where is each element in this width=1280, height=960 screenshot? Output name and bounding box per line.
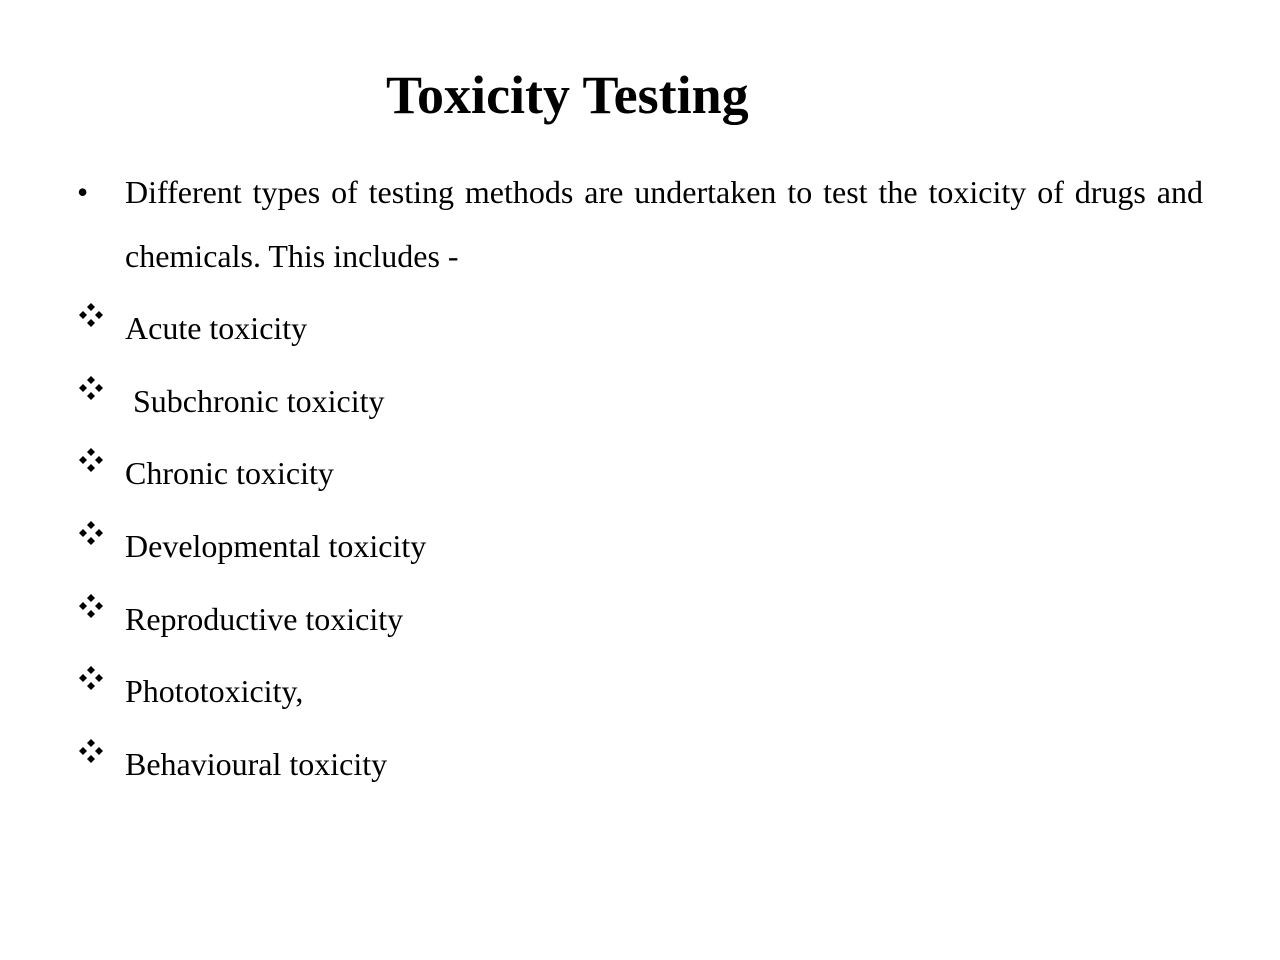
list-item [77,587,1203,660]
list-item [77,296,1203,369]
diamond-bullet-icon [77,592,109,624]
list-item-label: Behavioural toxicity [125,746,388,783]
list-item [77,732,1203,805]
list-item-label: Developmental toxicity [125,528,427,565]
list-item-label: Phototoxicity, [125,673,304,710]
diamond-bullet-icon [77,664,109,696]
diamond-bullet-icon [77,374,109,406]
list-item-label: Acute toxicity [125,310,308,346]
list-item-label: Reproductive toxicity [125,600,404,637]
diamond-bullet-icon [77,446,109,478]
list-item [77,514,1203,587]
intro-text: Different types of testing methods are undertaken to test the toxicity of drugs and chemicals. This includes - [125,174,1203,274]
toxicity-types-list [77,296,1203,805]
list-item [77,659,1203,732]
diamond-bullet-icon [77,737,109,769]
slide-title: Toxicity Testing [386,65,749,125]
intro-bullet: • [77,174,89,210]
list-item [77,369,1203,442]
list-item [77,441,1203,514]
diamond-bullet-icon [77,519,109,551]
diamond-bullet-icon [77,301,109,333]
list-item-label: Subchronic toxicity [125,382,385,419]
list-item-label: Chronic toxicity [125,455,334,492]
